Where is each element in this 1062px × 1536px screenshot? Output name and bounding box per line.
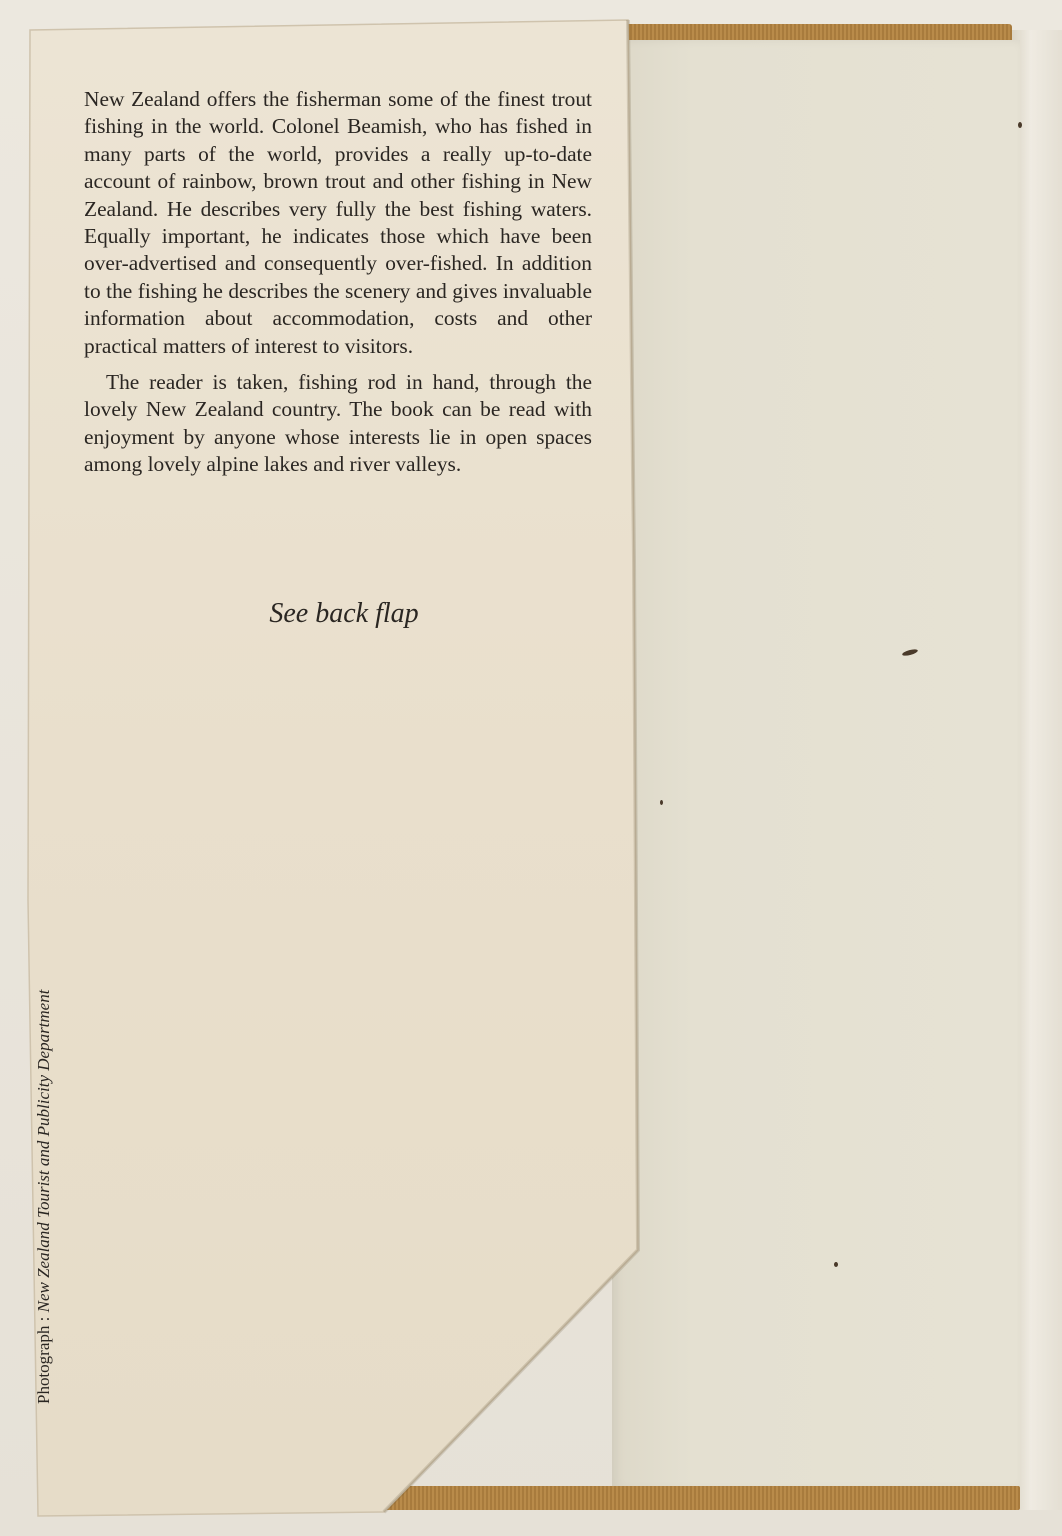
flap-blurb — [84, 86, 592, 479]
photo-credit-source: New Zealand Tourist and Publicity Department — [34, 989, 53, 1313]
photo-credit-label: Photograph : — [34, 1312, 53, 1404]
photo-credit — [34, 990, 54, 1404]
see-back-flap-note: See back flap — [269, 598, 419, 629]
blurb-paragraph-1: New Zealand offers the fisherman some of the finest trout fishing in the world. Colonel Beamish, who has fished in many parts of the world, provides a really up-to-date account of rainbow, brown trout and other fishing in New Zealand. He describes very fully the best fishing waters. Equally important, he indicates those which have been over-advertised and consequently over-fished. In addition to the fishing he describes the scenery and gives invaluable information about accommodation, costs and other practical matters of interest to visitors. — [84, 87, 592, 358]
blurb-paragraph-2: The reader is taken, fishing rod in hand, through the lovely New Zealand country. The book can be read with enjoyment by anyone whose interests lie in open spaces among lovely alpine lakes and river valleys. — [84, 370, 592, 477]
